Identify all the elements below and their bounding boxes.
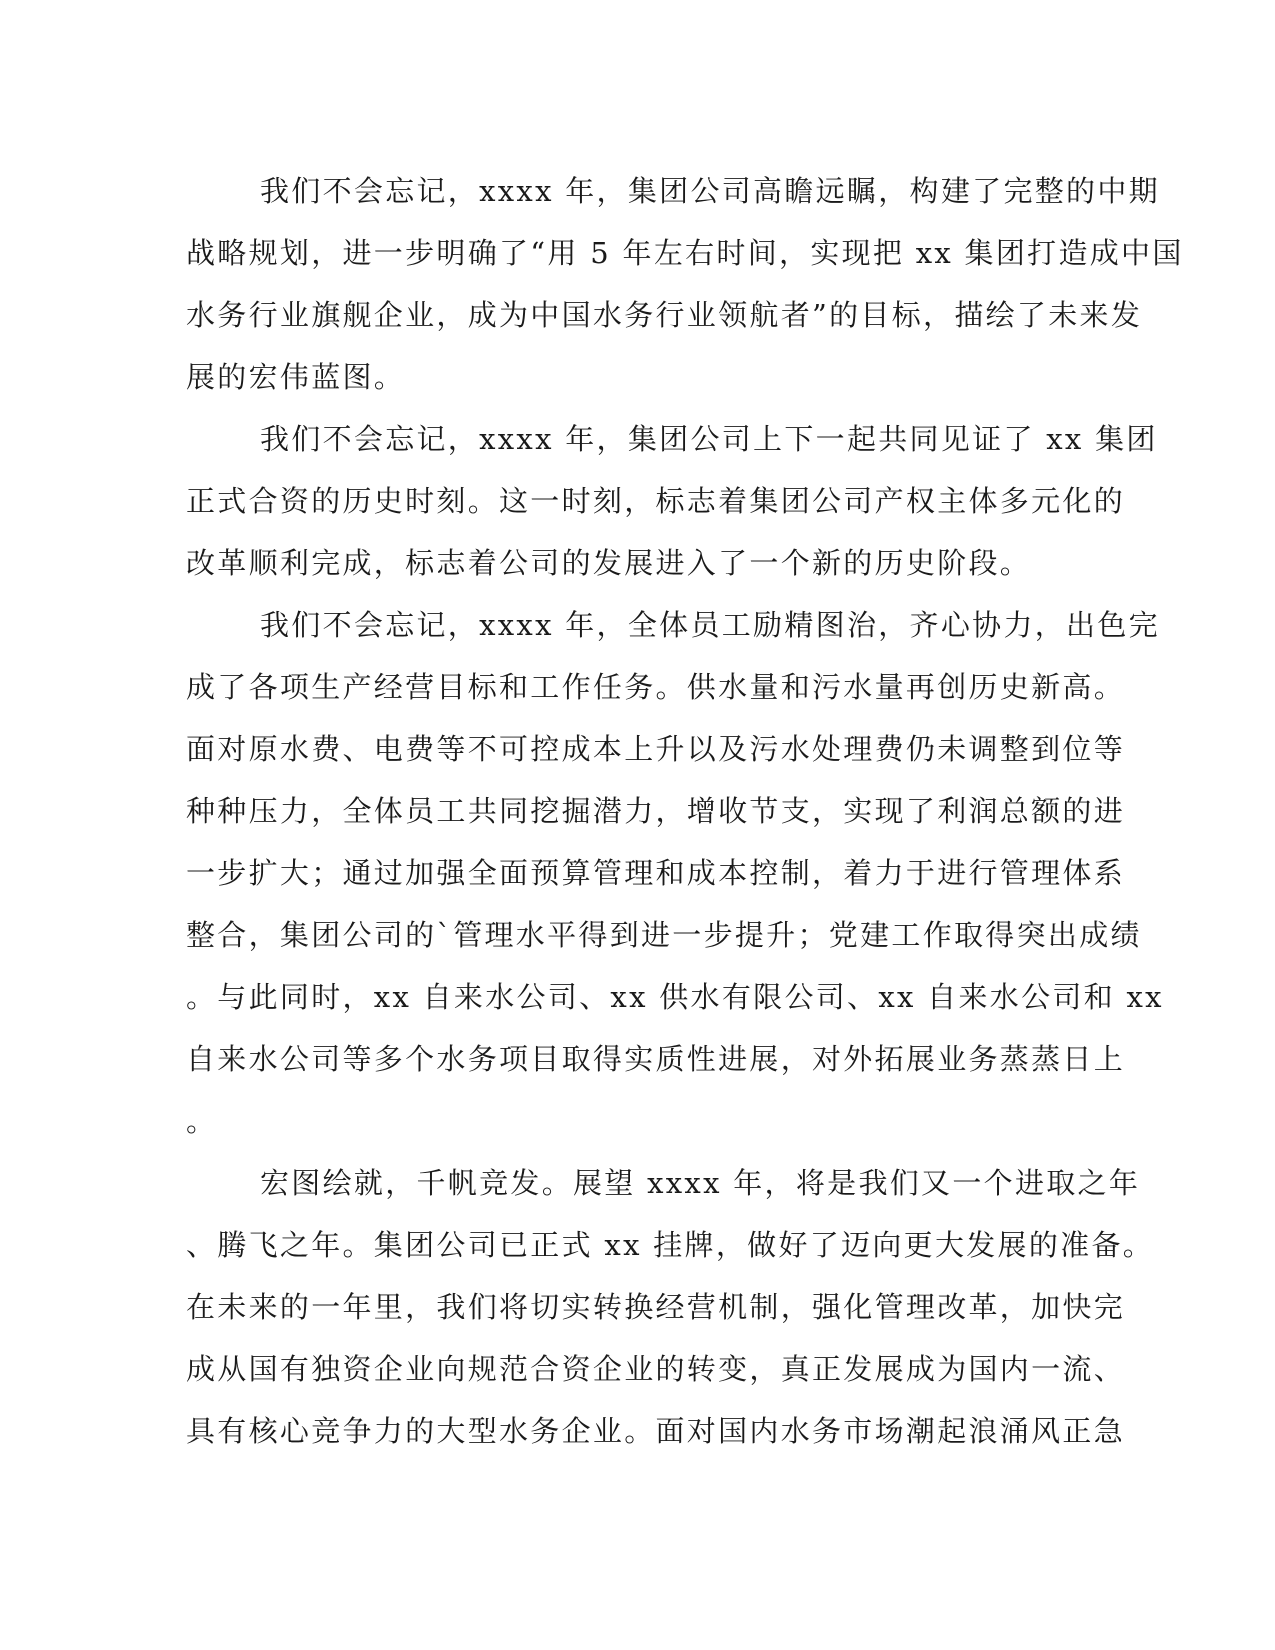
text-line: 改革顺利完成，标志着公司的发展进入了一个新的历史阶段。	[186, 546, 1032, 580]
text-line: 整合，集团公司的`管理水平得到进一步提升；党建工作取得突出成绩	[186, 918, 1142, 952]
text-line: 一步扩大；通过加强全面预算管理和成本控制，着力于进行管理体系	[186, 856, 1126, 890]
text-line: 成了各项生产经营目标和工作任务。供水量和污水量再创历史新高。	[186, 670, 1126, 704]
text-line: 展的宏伟蓝图。	[186, 360, 406, 394]
text-line: 、腾飞之年。集团公司已正式 xx 挂牌，做好了迈向更大发展的准备。	[186, 1228, 1155, 1262]
text-line: 我们不会忘记，xxxx 年，全体员工励精图治，齐心协力，出色完	[260, 608, 1160, 642]
text-line: 成从国有独资企业向规范合资企业的转变，真正发展成为国内一流、	[186, 1352, 1126, 1386]
text-line: 面对原水费、电费等不可控成本上升以及污水处理费仍未调整到位等	[186, 732, 1126, 766]
text-line: 种种压力，全体员工共同挖掘潜力，增收节支，实现了利润总额的进	[186, 794, 1126, 828]
text-line: 。	[186, 1104, 218, 1138]
text-line: 在未来的一年里，我们将切实转换经营机制，强化管理改革，加快完	[186, 1290, 1126, 1324]
document-body	[186, 160, 1184, 1462]
text-line: 宏图绘就，千帆竞发。展望 xxxx 年，将是我们又一个进取之年	[260, 1166, 1141, 1200]
text-line: 正式合资的历史时刻。这一时刻，标志着集团公司产权主体多元化的	[186, 484, 1126, 518]
text-line: 我们不会忘记，xxxx 年，集团公司上下一起共同见证了 xx 集团	[260, 422, 1158, 456]
text-line: 我们不会忘记，xxxx 年，集团公司高瞻远瞩，构建了完整的中期	[260, 174, 1160, 208]
text-line: 水务行业旗舰企业，成为中国水务行业领航者”的目标，描绘了未来发	[186, 298, 1143, 332]
text-line: 。与此同时，xx 自来水公司、xx 供水有限公司、xx 自来水公司和 xx	[186, 980, 1164, 1014]
text-line: 具有核心竞争力的大型水务企业。面对国内水务市场潮起浪涌风正急	[186, 1414, 1126, 1448]
text-line: 自来水公司等多个水务项目取得实质性进展，对外拓展业务蒸蒸日上	[186, 1042, 1126, 1076]
text-line: 战略规划，进一步明确了“用 5 年左右时间，实现把 xx 集团打造成中国	[186, 236, 1184, 270]
